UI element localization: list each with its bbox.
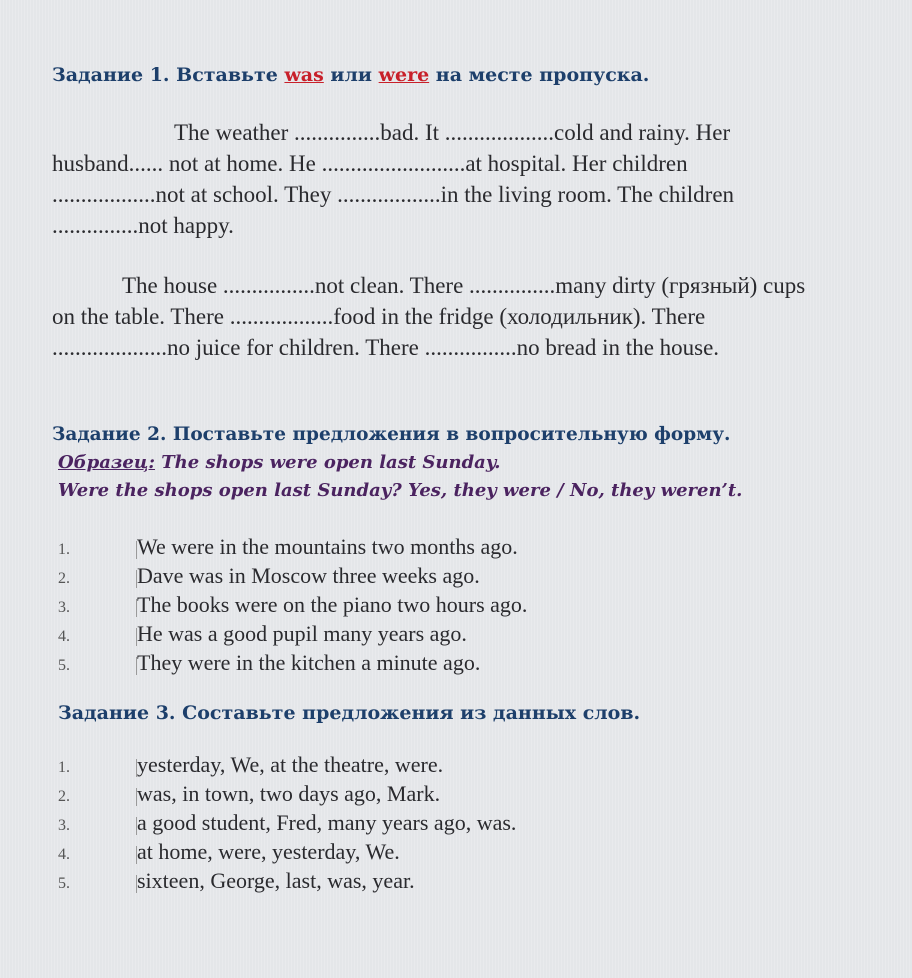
item-text: a good student, Fred, many years ago, was.: [137, 810, 517, 835]
item-text: at home, were, yesterday, We.: [137, 839, 400, 864]
item-number: 1.: [58, 541, 137, 559]
paragraph-1-text: The weather ...............bad. It ...................cold and rainy. Her husband...... not at home. He .........................at hospital. Her children ..................not at school. They ..................in the living room. The children ...............not happy.: [52, 120, 735, 238]
list-item: [58, 621, 527, 650]
list-item: [58, 810, 516, 839]
task2-heading: Задание 2. Поставьте предложения в вопросительную форму.: [52, 424, 731, 445]
item-text: They were in the kitchen a minute ago.: [137, 650, 481, 675]
task1-heading-start: Задание 1. Вставьте: [52, 64, 285, 86]
word-or: или: [323, 64, 379, 86]
item-text: yesterday, We, at the theatre, were.: [137, 752, 444, 777]
list-item: [58, 781, 516, 810]
item-text: was, in town, two days ago, Mark.: [137, 781, 441, 806]
task3-heading: Задание 3. Составьте предложения из данных слов.: [58, 702, 641, 724]
task1-paragraph-1: [52, 117, 812, 241]
sample-line: [58, 452, 501, 473]
task2-list: [58, 534, 527, 679]
item-number: 5.: [58, 875, 137, 893]
item-text: He was a good pupil many years ago.: [137, 621, 467, 646]
word-was: was: [284, 64, 324, 86]
list-item: [58, 650, 527, 679]
task3-list: [58, 752, 516, 897]
paragraph-2-text: The house ................not clean. There ...............many dirty (грязный) cups on the table. There ..................food in the fridge (холодильник). There ....................no juice for children. There ................no bread in the house.: [52, 273, 806, 360]
list-item: [58, 563, 527, 592]
item-number: 4.: [58, 846, 137, 864]
item-text: The books were on the piano two hours ago.: [137, 592, 528, 617]
item-number: 4.: [58, 628, 137, 646]
item-number: 3.: [58, 817, 137, 835]
item-number: 2.: [58, 788, 137, 806]
list-item: [58, 592, 527, 621]
task1-heading: [52, 64, 649, 86]
sample-answer: Were the shops open last Sunday? Yes, they were / No, they weren’t.: [58, 480, 743, 501]
list-item: [58, 868, 516, 897]
task1-heading-end: на месте пропуска.: [429, 64, 650, 86]
task1-paragraph-2: [52, 270, 812, 363]
item-number: 3.: [58, 599, 137, 617]
sample-sentence: The shops were open last Sunday.: [154, 452, 501, 473]
list-item: [58, 534, 527, 563]
list-item: [58, 839, 516, 868]
item-number: 5.: [58, 657, 137, 675]
item-text: We were in the mountains two months ago.: [137, 534, 518, 559]
item-text: Dave was in Moscow three weeks ago.: [137, 563, 480, 588]
word-were: were: [378, 64, 430, 86]
item-text: sixteen, George, last, was, year.: [137, 868, 415, 893]
list-item: [58, 752, 516, 781]
item-number: 2.: [58, 570, 137, 588]
item-number: 1.: [58, 759, 137, 777]
sample-label: Образец:: [58, 452, 155, 473]
